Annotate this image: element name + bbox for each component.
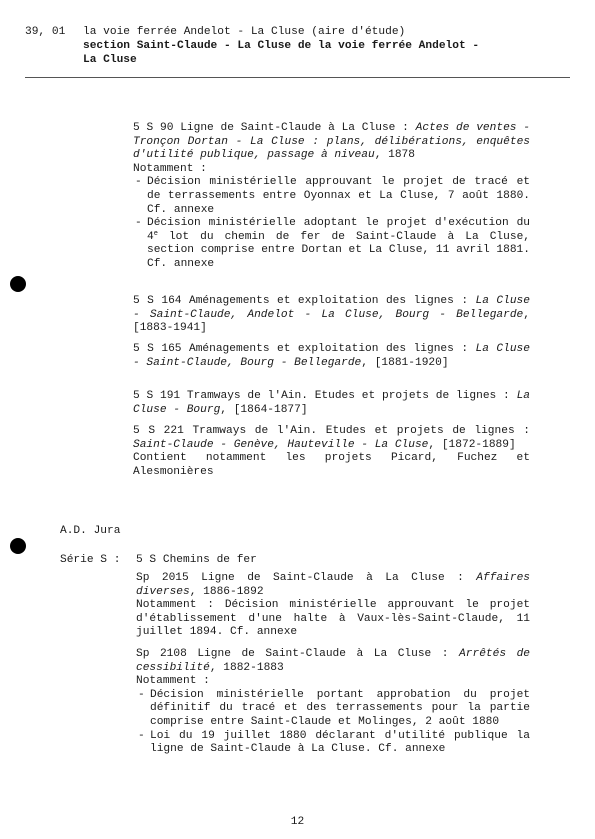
entry-sp2015-note: Notamment : Décision ministérielle approuvant le projet d'établissement d'une halte à Vaux-lès-Saint-Claude, 11 juillet 1894. Cf. annexe <box>136 599 530 639</box>
entry-5s221-date: , [1872-1889] <box>428 438 516 451</box>
entry-5s165-title: La Cluse - Saint-Claude, Bourg - Bellegarde <box>133 343 530 369</box>
entry-5s191-code: 5 S 191 Tramways de l'Ain. Etudes et projets de lignes : <box>133 390 517 402</box>
header-line1: la voie ferrée Andelot - La Cluse (aire d'étude) <box>83 26 406 38</box>
entry-5s90-code: 5 S 90 Ligne de Saint-Claude à La Cluse : <box>133 122 416 134</box>
entry-5s90-item-2: - Décision ministérielle adoptant le projet d'exécution du 4e lot du chemin de fer de Saint-Claude à La Cluse, section comprise entre Dortan et La Cluse, 11 avril 1881. Cf. annexe <box>133 217 530 271</box>
header-line2: section Saint-Claude - La Cluse de la voie ferrée Andelot - <box>83 40 480 52</box>
entry-5s90-title: Actes de ventes - Tronçon Dortan - La Cluse : plans, délibérations, enquêtes d'utilité publique, passage à niveau <box>133 122 530 162</box>
entry-5s90 <box>133 122 530 272</box>
entry-5s191-date: , [1864-1877] <box>220 403 308 416</box>
header-rule <box>25 77 570 78</box>
archive-jura-label: A.D. Jura <box>60 525 121 537</box>
entry-5s191-title: La Cluse - Bourg <box>133 390 530 416</box>
entry-5s221-code: 5 S 221 Tramways de l'Ain. Etudes et projets de lignes : <box>133 425 530 437</box>
entry-5s164-title: La Cluse - Saint-Claude, Andelot - La Cluse, Bourg - Bellegarde <box>133 295 530 321</box>
entry-5s90-notamment: Notamment : <box>133 162 207 175</box>
serie-label: Série S : <box>60 554 121 566</box>
page-number: 12 <box>290 816 305 828</box>
entry-sp2108-title: Arrêtés de cessibilité <box>136 648 531 674</box>
header-text <box>83 25 570 67</box>
entry-sp2015-code: Sp 2015 Ligne de Saint-Claude à La Cluse : <box>136 572 477 584</box>
entry-5s221-title: Saint-Claude - Genève, Hauteville - La Cluse <box>133 438 429 451</box>
serie-value: 5 S Chemins de fer <box>136 554 257 566</box>
entry-sp2108-code: Sp 2108 Ligne de Saint-Claude à La Cluse : <box>136 648 460 660</box>
entry-sp2015 <box>136 572 530 640</box>
entry-5s191 <box>133 390 530 417</box>
entry-sp2108 <box>136 648 530 757</box>
entry-5s165-date: , [1881-1920] <box>361 356 449 369</box>
header-number: 39, 01 <box>25 26 66 38</box>
entry-5s90-heading <box>133 122 530 163</box>
entry-5s221 <box>133 425 530 479</box>
entry-5s164 <box>133 295 530 336</box>
entry-5s90-date: , 1878 <box>374 149 415 162</box>
entry-sp2015-date: , 1886-1892 <box>189 585 264 598</box>
margin-bullet <box>10 538 26 554</box>
entry-sp2015-title: Affaires diverses <box>136 572 530 598</box>
entry-sp2108-date: , 1882-1883 <box>209 661 284 674</box>
entry-sp2108-notamment: Notamment : <box>136 675 210 688</box>
header-line3: La Cluse <box>83 54 137 66</box>
page-header <box>25 25 570 67</box>
entry-5s164-code: 5 S 164 Aménagements et exploitation des lignes : <box>133 295 476 307</box>
entry-5s165-code: 5 S 165 Aménagements et exploitation des lignes : <box>133 343 476 355</box>
entry-5s221-note: Contient notamment les projets Picard, Fuchez et Alesmonières <box>133 452 530 478</box>
entry-5s164-date: , [1883-1941] <box>133 308 530 335</box>
entry-sp2108-item-2: - Loi du 19 juillet 1880 déclarant d'utilité publique la ligne de Saint-Claude à La Cluse. Cf. annexe <box>136 730 530 757</box>
margin-bullet <box>10 276 26 292</box>
entry-sp2108-item-1: - Décision ministérielle portant approbation du projet définitif du tracé et des terrassements pour la partie comprise entre Saint-Claude et Molinges, 2 août 1880 <box>136 689 530 730</box>
entry-5s90-item-1: - Décision ministérielle approuvant le projet de tracé et de terrassements entre Oyonnax et La Cluse, 7 août 1880. Cf. annexe <box>133 176 530 217</box>
entry-5s165 <box>133 343 530 370</box>
